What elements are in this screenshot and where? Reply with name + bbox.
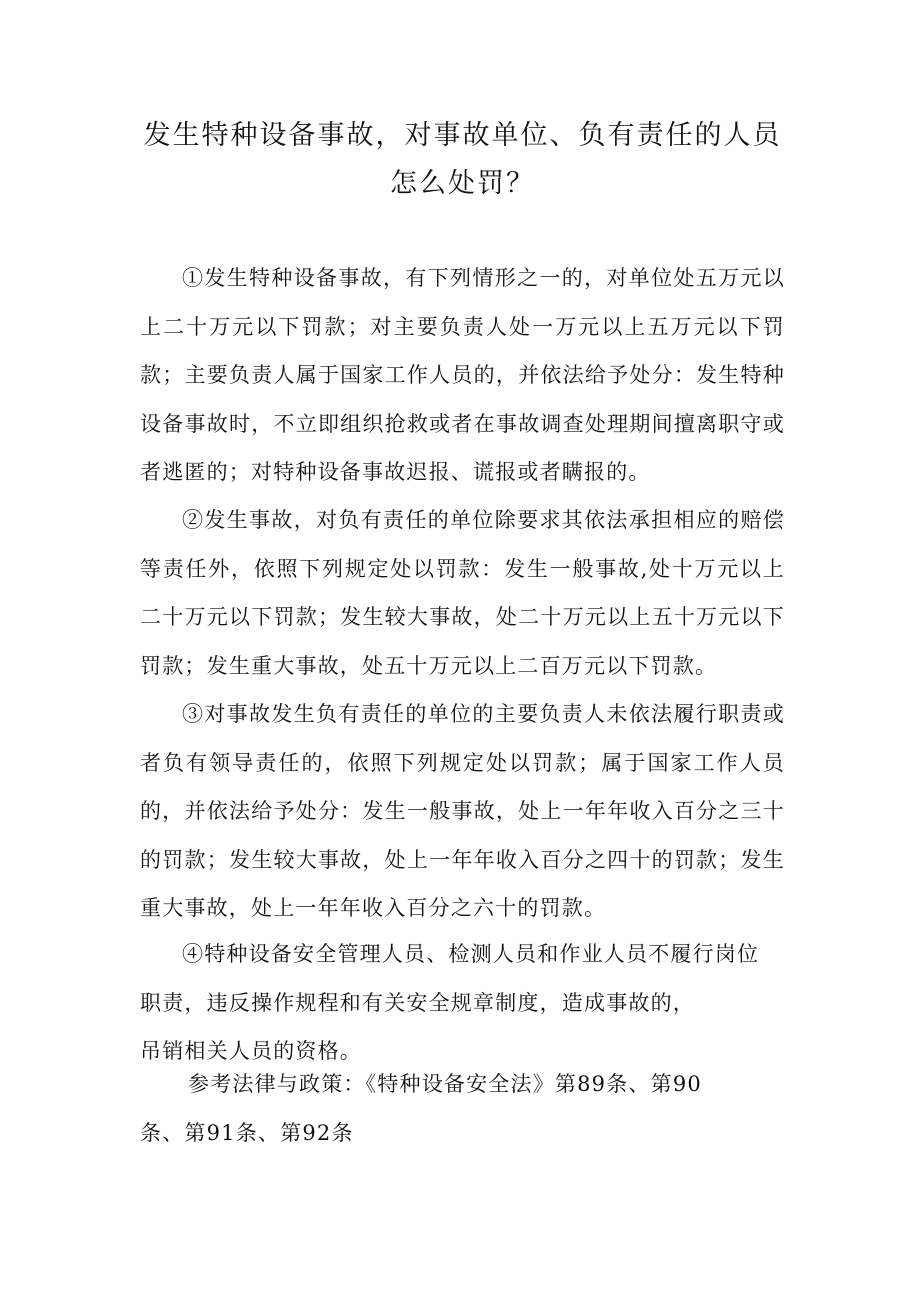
document-title: 发生特种设备事故，对事故单位、负有责任的人员怎么处罚？ xyxy=(143,120,782,199)
paragraph-3: ③对事故发生负有责任的单位的主要负责人未依法履行职责或者负有领导责任的，依照下列规定处以罚款；属于国家工作人员的，并依法给予处分：发生一般事故，处上一年年收入百分之三十的罚款；发生较大事故，处上一年年收入百分之四十的罚款；发生重大事故，处上一年年收入百分之六十的罚款。 xyxy=(140,702,785,920)
reference-paragraph xyxy=(140,1060,785,1157)
paragraph-4-line-1: ④特种设备安全管理人员、检测人员和作业人员不履行岗位 xyxy=(182,942,760,966)
paragraph-4 xyxy=(140,930,785,1076)
paragraph-1: ①发生特种设备事故，有下列情形之一的，对单位处五万元以上二十万元以下罚款；对主要负责人处一万元以上五万元以下罚款；主要负责人属于国家工作人员的，并依法给予处分：发生特种设备事故时，不立即组织抢救或者在事故调查处理期间擅离职守或者逃匿的；对特种设备事故迟报、谎报或者瞒报的。 xyxy=(140,266,785,484)
paragraph-4-line-2: 职责，违反操作规程和有关安全规章制度，造成事故的， xyxy=(140,990,695,1015)
paragraph-4-line-3: 吊销相关人员的资格。 xyxy=(140,1039,362,1063)
paragraph-2: ②发生事故，对负有责任的单位除要求其依法承担相应的赔偿等责任外，依照下列规定处以罚款：发生一般事故,处十万元以上二十万元以下罚款；发生较大事故，处二十万元以上五十万元以下罚款；发生重大事故，处五十万元以上二百万元以下罚款。 xyxy=(140,508,785,678)
reference-line-1: 参考法律与政策：《特种设备安全法》第89条、第90 xyxy=(188,1072,702,1096)
reference-line-2: 条、第91条、第92条 xyxy=(140,1120,354,1145)
